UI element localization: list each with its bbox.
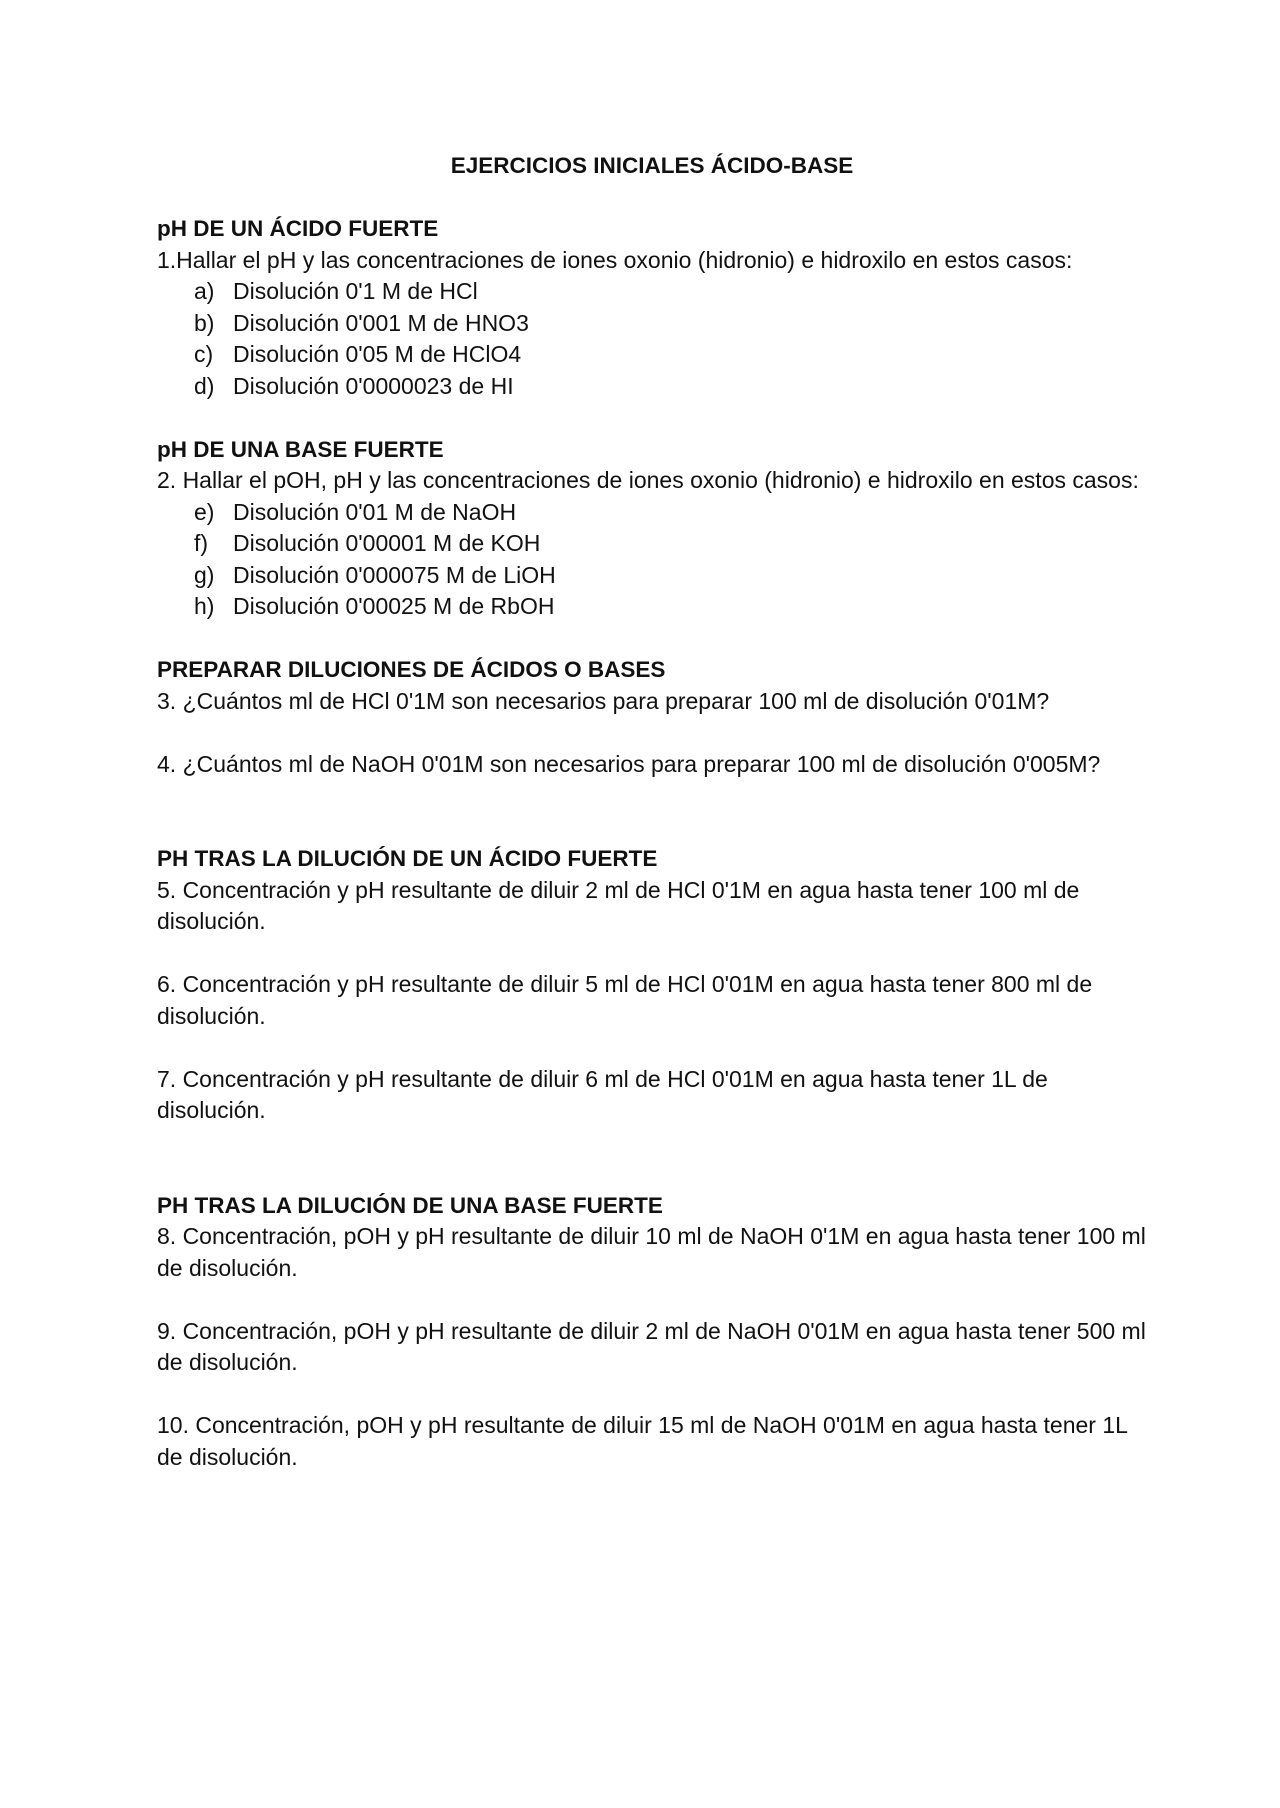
list-marker: a) bbox=[194, 278, 215, 304]
spacer bbox=[157, 1127, 1147, 1190]
list-item bbox=[194, 591, 1147, 623]
spacer bbox=[157, 1032, 1147, 1064]
spacer bbox=[157, 402, 1147, 434]
spacer bbox=[157, 717, 1147, 749]
list-item-text: Disolución 0'01 M de NaOH bbox=[233, 498, 517, 525]
section-heading-base-fuerte: pH DE UNA BASE FUERTE bbox=[157, 436, 444, 462]
exercise-8-statement: 8. Concentración, pOH y pH resultante de diluir 10 ml de NaOH 0'1M en agua hasta tener 100 ml de disolución. bbox=[157, 1223, 1146, 1281]
list-item bbox=[194, 308, 1147, 340]
spacer bbox=[157, 1379, 1147, 1411]
exercise-7-statement: 7. Concentración y pH resultante de diluir 6 ml de HCl 0'01M en agua hasta tener 1L de disolución. bbox=[157, 1065, 1048, 1123]
exercise-4-statement: 4. ¿Cuántos ml de NaOH 0'01M son necesarios para preparar 100 ml de disolución 0'005M? bbox=[157, 750, 1101, 777]
exercise-3-statement: 3. ¿Cuántos ml de HCl 0'1M son necesarios para preparar 100 ml de disolución 0'01M? bbox=[157, 687, 1050, 714]
section-heading-dilucion-base: PH TRAS LA DILUCIÓN DE UNA BASE FUERTE bbox=[157, 1192, 663, 1218]
list-marker: f) bbox=[194, 530, 209, 556]
exercise-10-statement: 10. Concentración, pOH y pH resultante de diluir 15 ml de NaOH 0'01M en agua hasta tener 1L de disolución. bbox=[157, 1412, 1128, 1470]
spacer bbox=[157, 780, 1147, 843]
list-marker: b) bbox=[194, 309, 215, 336]
exercise-5-statement: 5. Concentración y pH resultante de diluir 2 ml de HCl 0'1M en agua hasta tener 100 ml de disolución. bbox=[157, 876, 1080, 934]
exercise-1-list bbox=[157, 276, 1147, 402]
list-item bbox=[194, 497, 1147, 529]
spacer bbox=[157, 938, 1147, 970]
list-marker: e) bbox=[194, 498, 215, 525]
list-item-text: Disolución 0'1 M de HCl bbox=[233, 278, 478, 304]
document-content bbox=[157, 150, 1147, 1473]
list-marker: h) bbox=[194, 593, 215, 619]
list-item bbox=[194, 276, 1147, 308]
exercise-2-list bbox=[157, 497, 1147, 623]
section-heading-dilucion-acido: PH TRAS LA DILUCIÓN DE UN ÁCIDO FUERTE bbox=[157, 846, 658, 871]
exercise-6-statement: 6. Concentración y pH resultante de diluir 5 ml de HCl 0'01M en agua hasta tener 800 ml de disolución. bbox=[157, 971, 1093, 1029]
list-item bbox=[194, 528, 1147, 560]
list-item bbox=[194, 371, 1147, 403]
list-item-text: Disolución 0'000075 M de LiOH bbox=[233, 561, 556, 588]
list-item bbox=[194, 339, 1147, 371]
list-item-text: Disolución 0'00001 M de KOH bbox=[233, 530, 541, 556]
document-title: EJERCICIOS INICIALES ÁCIDO-BASE bbox=[450, 153, 854, 178]
exercise-9-statement: 9. Concentración, pOH y pH resultante de diluir 2 ml de NaOH 0'01M en agua hasta tener 500 ml de disolución. bbox=[157, 1317, 1146, 1375]
list-item-text: Disolución 0'001 M de HNO3 bbox=[233, 309, 529, 336]
list-item-text: Disolución 0'0000023 de HI bbox=[233, 372, 514, 399]
list-marker: g) bbox=[194, 561, 215, 588]
list-marker: d) bbox=[194, 372, 215, 399]
list-item bbox=[194, 560, 1147, 592]
exercise-1-statement: 1.Hallar el pH y las concentraciones de iones oxonio (hidronio) e hidroxilo en estos casos: bbox=[157, 246, 1073, 273]
exercise-2-statement: 2. Hallar el pOH, pH y las concentraciones de iones oxonio (hidronio) e hidroxilo en estos casos: bbox=[157, 467, 1139, 493]
list-item-text: Disolución 0'00025 M de RbOH bbox=[233, 593, 555, 619]
list-marker: c) bbox=[194, 341, 214, 367]
section-heading-preparar-diluciones: PREPARAR DILUCIONES DE ÁCIDOS O BASES bbox=[157, 657, 666, 682]
spacer bbox=[157, 623, 1147, 655]
section-heading-acido-fuerte: pH DE UN ÁCIDO FUERTE bbox=[157, 216, 439, 241]
list-item-text: Disolución 0'05 M de HClO4 bbox=[233, 341, 522, 367]
spacer bbox=[157, 1284, 1147, 1316]
